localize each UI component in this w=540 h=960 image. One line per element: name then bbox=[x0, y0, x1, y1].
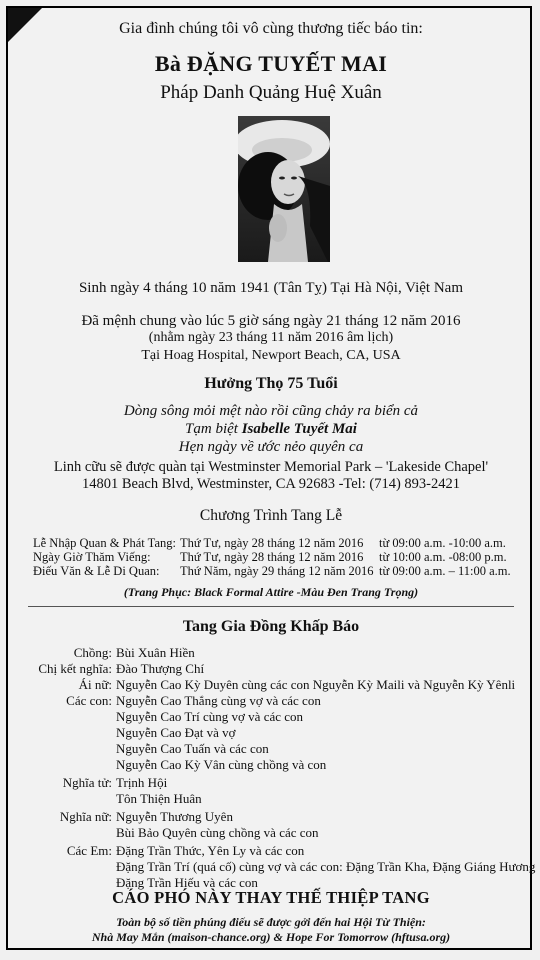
family-member: Nguyễn Cao Thắng cùng vợ và các con bbox=[116, 693, 321, 708]
family-member: Tôn Thiện Huân bbox=[116, 791, 202, 806]
family-title: Tang Gia Đồng Khấp Báo bbox=[182, 618, 360, 635]
family-member: Nguyễn Cao Tuấn và các con bbox=[116, 741, 269, 756]
family-label: Nghĩa tử: bbox=[62, 775, 112, 790]
family-member: Đặng Trần Thức, Yên Ly và các con bbox=[116, 843, 305, 858]
family-member: Đào Thượng Chí bbox=[116, 661, 205, 676]
schedule-event-3: Điếu Văn & Lễ Di Quan: bbox=[33, 564, 160, 578]
family-member: Đặng Trần Hiếu và các con bbox=[116, 875, 258, 890]
schedule-time-1: từ 09:00 a.m. -10:00 a.m. bbox=[379, 536, 506, 550]
family-member: Đặng Trần Trí (quá cố) cùng vợ và các con: Đặng Trần Kha, Đặng Giáng Hương bbox=[116, 859, 536, 874]
family-label: Chị kết nghĩa: bbox=[38, 661, 112, 676]
family-member: Bùi Bảo Quyên cùng chồng và các con bbox=[116, 825, 319, 840]
chapel-line1: Linh cữu sẽ được quàn tại Westminster Memorial Park – 'Lakeside Chapel' bbox=[53, 459, 489, 475]
birth-info: Sinh ngày 4 tháng 10 năm 1941 (Tân Tỵ) Tại Hà Nội, Việt Nam bbox=[78, 280, 464, 296]
family-member: Bùi Xuân Hiền bbox=[116, 645, 195, 660]
announcement: CÁO PHÓ NÀY THAY THẾ THIỆP TANG bbox=[112, 888, 430, 907]
schedule-time-2: từ 10:00 a.m. -08:00 p.m. bbox=[379, 550, 507, 564]
family-label: Các Em: bbox=[66, 843, 112, 858]
schedule-date-1: Thứ Tư, ngày 28 tháng 12 năm 2016 bbox=[180, 536, 364, 550]
schedule-event-2: Ngày Giờ Thăm Viếng: bbox=[33, 550, 151, 564]
poem-line2 bbox=[8, 421, 534, 438]
family-member: Nguyễn Cao Trí cùng vợ và các con bbox=[116, 709, 304, 724]
chapel-line2: 14801 Beach Blvd, Westminster, CA 92683 -Tel: (714) 893-2421 bbox=[82, 476, 460, 492]
schedule-date-2: Thứ Tư, ngày 28 tháng 12 năm 2016 bbox=[180, 550, 364, 564]
poem-line2-prefix: Tạm biệt bbox=[185, 421, 242, 437]
schedule-event-1: Lễ Nhập Quan & Phát Tang: bbox=[33, 536, 176, 550]
portrait-image-icon bbox=[238, 116, 330, 262]
poem-line1: Dòng sông mỏi mệt nào rồi cũng chảy ra biển cả bbox=[123, 403, 419, 419]
family-member: Trịnh Hội bbox=[116, 775, 168, 790]
intro-line: Gia đình chúng tôi vô cùng thương tiếc báo tin: bbox=[119, 20, 423, 37]
dharma-name: Pháp Danh Quảng Huệ Xuân bbox=[160, 82, 382, 103]
death-info-line2: (nhằm ngày 23 tháng 11 năm 2016 âm lịch) bbox=[148, 330, 394, 345]
schedule-time-3: từ 09:00 a.m. – 11:00 a.m. bbox=[379, 564, 511, 578]
program-title: Chương Trình Tang Lễ bbox=[199, 507, 343, 524]
family-label: Nghĩa nữ: bbox=[59, 809, 112, 824]
deceased-name: Bà ĐẶNG TUYẾT MAI bbox=[154, 51, 388, 76]
divider bbox=[28, 606, 514, 607]
portrait-photo bbox=[238, 116, 330, 262]
attire-note: (Trang Phục: Black Formal Attire -Màu Đen Trang Trọng) bbox=[123, 585, 419, 599]
donation-note-line1: Toàn bộ số tiền phúng điếu sẽ được gởi đến hai Hội Từ Thiện: bbox=[116, 915, 426, 929]
donation-note-line2: Nhà May Mắn (maison-chance.org) & Hope For Tomorrow (hftusa.org) bbox=[91, 930, 451, 944]
death-info-line3: Tại Hoag Hospital, Newport Beach, CA, USA bbox=[141, 348, 401, 363]
poem-line2-name: Isabelle Tuyết Mai bbox=[241, 421, 357, 437]
family-member: Nguyễn Cao Kỳ Duyên cùng các con Nguyễn Kỳ Maili và Nguyễn Kỳ Yênli bbox=[116, 677, 516, 692]
family-label: Các con: bbox=[66, 693, 112, 708]
poem-line3: Hẹn ngày về ước nẻo quyên ca bbox=[178, 439, 364, 455]
family-label: Chồng: bbox=[73, 645, 112, 660]
family-member: Nguyễn Cao Đạt và vợ bbox=[116, 725, 236, 740]
family-label: Ái nữ: bbox=[78, 677, 112, 692]
death-info-line1: Đã mệnh chung vào lúc 5 giờ sáng ngày 21 tháng 12 năm 2016 bbox=[81, 313, 461, 329]
family-member: Nguyễn Cao Kỳ Vân cùng chồng và con bbox=[116, 757, 327, 772]
family-member: Nguyễn Thương Uyên bbox=[116, 809, 233, 824]
age-at-death: Hưởng Thọ 75 Tuổi bbox=[204, 375, 338, 392]
obituary-card bbox=[6, 6, 536, 950]
schedule-date-3: Thứ Năm, ngày 29 tháng 12 năm 2016 bbox=[180, 564, 374, 578]
